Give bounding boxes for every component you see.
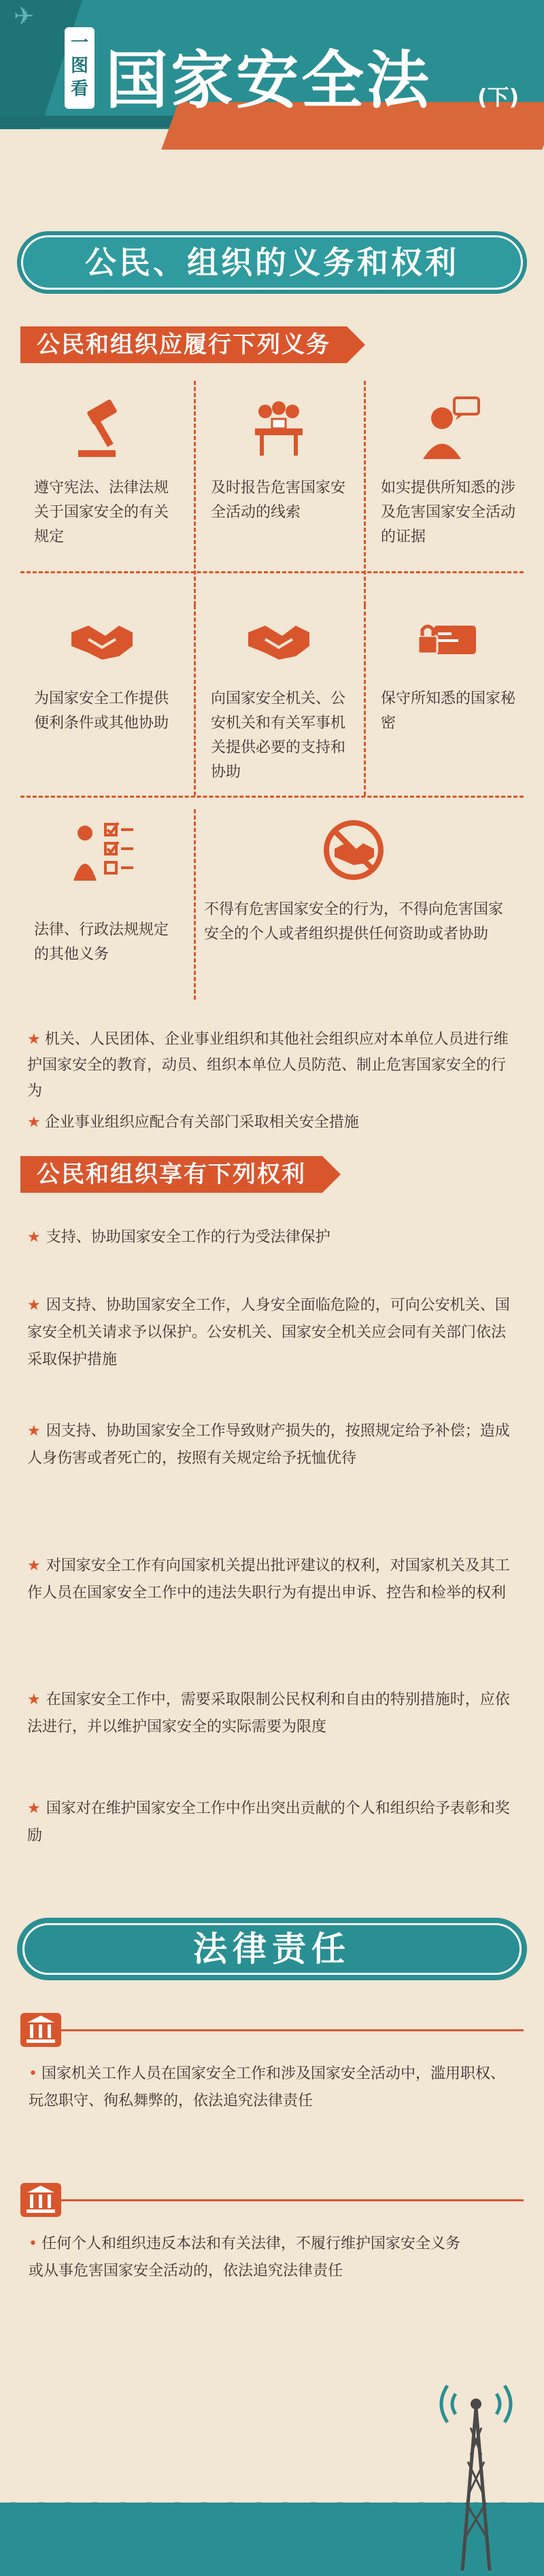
signal-tower-icon: [435, 2367, 517, 2571]
checklist-icon: [68, 816, 136, 884]
header-tag-char: 看: [70, 79, 88, 99]
duty-item: [197, 394, 367, 564]
duty-text: 不得有危害国家安全的行为，不得向危害国家安全的个人或者组织提供任何资助或者协助: [204, 901, 504, 943]
duty-item: [367, 394, 537, 564]
right-text: 国家对在维护国家安全工作中作出突出贡献的个人和组织给予表彰和奖励: [27, 1800, 510, 1844]
duty-text: 为国家安全工作提供便利条件或其他协助: [34, 690, 169, 732]
liability-text: 国家机关工作人员在国家安全工作和涉及国家安全活动中，滥用职权、玩忽职守、徇私舞弊的，依法追究法律责任: [29, 2065, 505, 2109]
duty-note: [27, 1110, 517, 1136]
duty-item: [367, 605, 537, 775]
grid-divider: [194, 605, 196, 796]
liability-text-block: [29, 2061, 518, 2115]
courthouse-icon: [20, 2183, 61, 2217]
handshake-icon: [245, 605, 313, 673]
duty-item: [20, 816, 190, 993]
duty-text: 法律、行政法规规定的其他义务: [34, 921, 169, 963]
liability-item: [20, 2013, 524, 2142]
header-tag: [65, 27, 95, 109]
page-header: [0, 0, 544, 170]
liability-text: 任何个人和组织违反本法和有关法律，不履行维护国家安全义务或从事危害国家安全活动的，依法追究法律责任: [29, 2235, 460, 2280]
duty-text: 及时报告危害国家安全活动的线索: [211, 479, 346, 521]
star-icon: ★: [27, 1114, 41, 1131]
section-banner-duties-rights: [17, 231, 527, 294]
liability-item: [20, 2183, 524, 2319]
liability-text-block: [29, 2231, 464, 2285]
right-text: 支持、协助国家安全工作的行为受法律保护: [46, 1229, 330, 1246]
gavel-icon: [68, 394, 136, 462]
lock-card-icon: [415, 605, 483, 673]
right-item: [27, 1224, 517, 1251]
rights-heading: 公民和组织享有下列权利: [20, 1156, 322, 1193]
right-text: 因支持、协助国家安全工作导致财产损失的，按照规定给予补偿；造成人身伤害或者死亡的，按照有关规定给予抚恤优待: [27, 1423, 510, 1467]
no-handshake-icon: [320, 816, 388, 884]
right-item: [27, 1553, 517, 1607]
right-text: 在国家安全工作中，需要采取限制公民权利和自由的特别措施时，应依法进行，并以维护国家安全的实际需要为限度: [27, 1691, 510, 1735]
right-text: 对国家安全工作有向国家机关提出批评建议的权利，对国家机关及其工作人员在国家安全工作中的违法失职行为有提出申诉、控告和检举的权利: [27, 1557, 510, 1601]
duty-text: 如实提供所知悉的涉及危害国家安全活动的证据: [381, 479, 516, 545]
duty-text: 向国家安全机关、公安机关和有关军事机关提供必要的支持和协助: [211, 690, 346, 781]
grid-divider: [20, 571, 524, 573]
divider: [61, 2029, 524, 2031]
grid-divider: [20, 796, 524, 798]
page-footer: [0, 2448, 544, 2576]
courthouse-icon: [20, 2013, 61, 2047]
right-item: [27, 1687, 517, 1741]
star-icon: ★: [27, 1031, 41, 1048]
right-item: [27, 1292, 517, 1374]
duty-text: 保守所知悉的国家秘密: [381, 690, 516, 732]
right-item: [27, 1418, 517, 1472]
section-title: 法律责任: [193, 1929, 351, 1969]
duty-item: [20, 394, 190, 564]
section-title: 公民、组织的义务和权利: [85, 244, 459, 281]
star-icon: ★: [27, 1423, 41, 1440]
star-icon: ★: [27, 1297, 41, 1314]
page-subtitle: (下): [477, 84, 520, 110]
plane-icon: ✈: [14, 3, 35, 31]
duty-note: [27, 1027, 517, 1104]
bullet-icon: •: [29, 2235, 37, 2252]
star-icon: ★: [27, 1800, 41, 1817]
right-text: 因支持、协助国家安全工作，人身安全面临危险的，可向公安机关、国家安全机关请求予以保护。公安机关、国家安全机关应会同有关部门依法采取保护措施: [27, 1297, 510, 1368]
star-icon: ★: [27, 1229, 41, 1246]
handshake-icon: [68, 605, 136, 673]
divider: [61, 2199, 524, 2201]
header-tag-char: 一: [70, 33, 88, 53]
duty-text: 遵守宪法、法律法规关于国家安全的有关规定: [34, 479, 169, 545]
page-title: 国家安全法: [105, 44, 432, 117]
right-item: [27, 1795, 517, 1850]
grid-divider: [194, 809, 196, 1000]
bullet-icon: •: [29, 2065, 37, 2082]
section-banner-liability: [17, 1918, 527, 1980]
duty-item: [204, 816, 524, 993]
speaker-person-icon: [415, 394, 483, 462]
star-icon: ★: [27, 1557, 41, 1574]
meeting-icon: [245, 394, 313, 462]
duties-heading: 公民和组织应履行下列义务: [20, 326, 347, 363]
duty-note-text: 企业事业组织应配合有关部门采取相关安全措施: [44, 1114, 359, 1131]
duty-item: [20, 605, 190, 775]
duty-item: [197, 605, 367, 781]
header-tag-char: 图: [70, 56, 88, 76]
star-icon: ★: [27, 1691, 41, 1708]
duty-note-text: 机关、人民团体、企业事业组织和其他社会组织应对本单位人员进行维护国家安全的教育，动员、组织本单位人员防范、制止危害国家安全的行为: [27, 1031, 509, 1100]
